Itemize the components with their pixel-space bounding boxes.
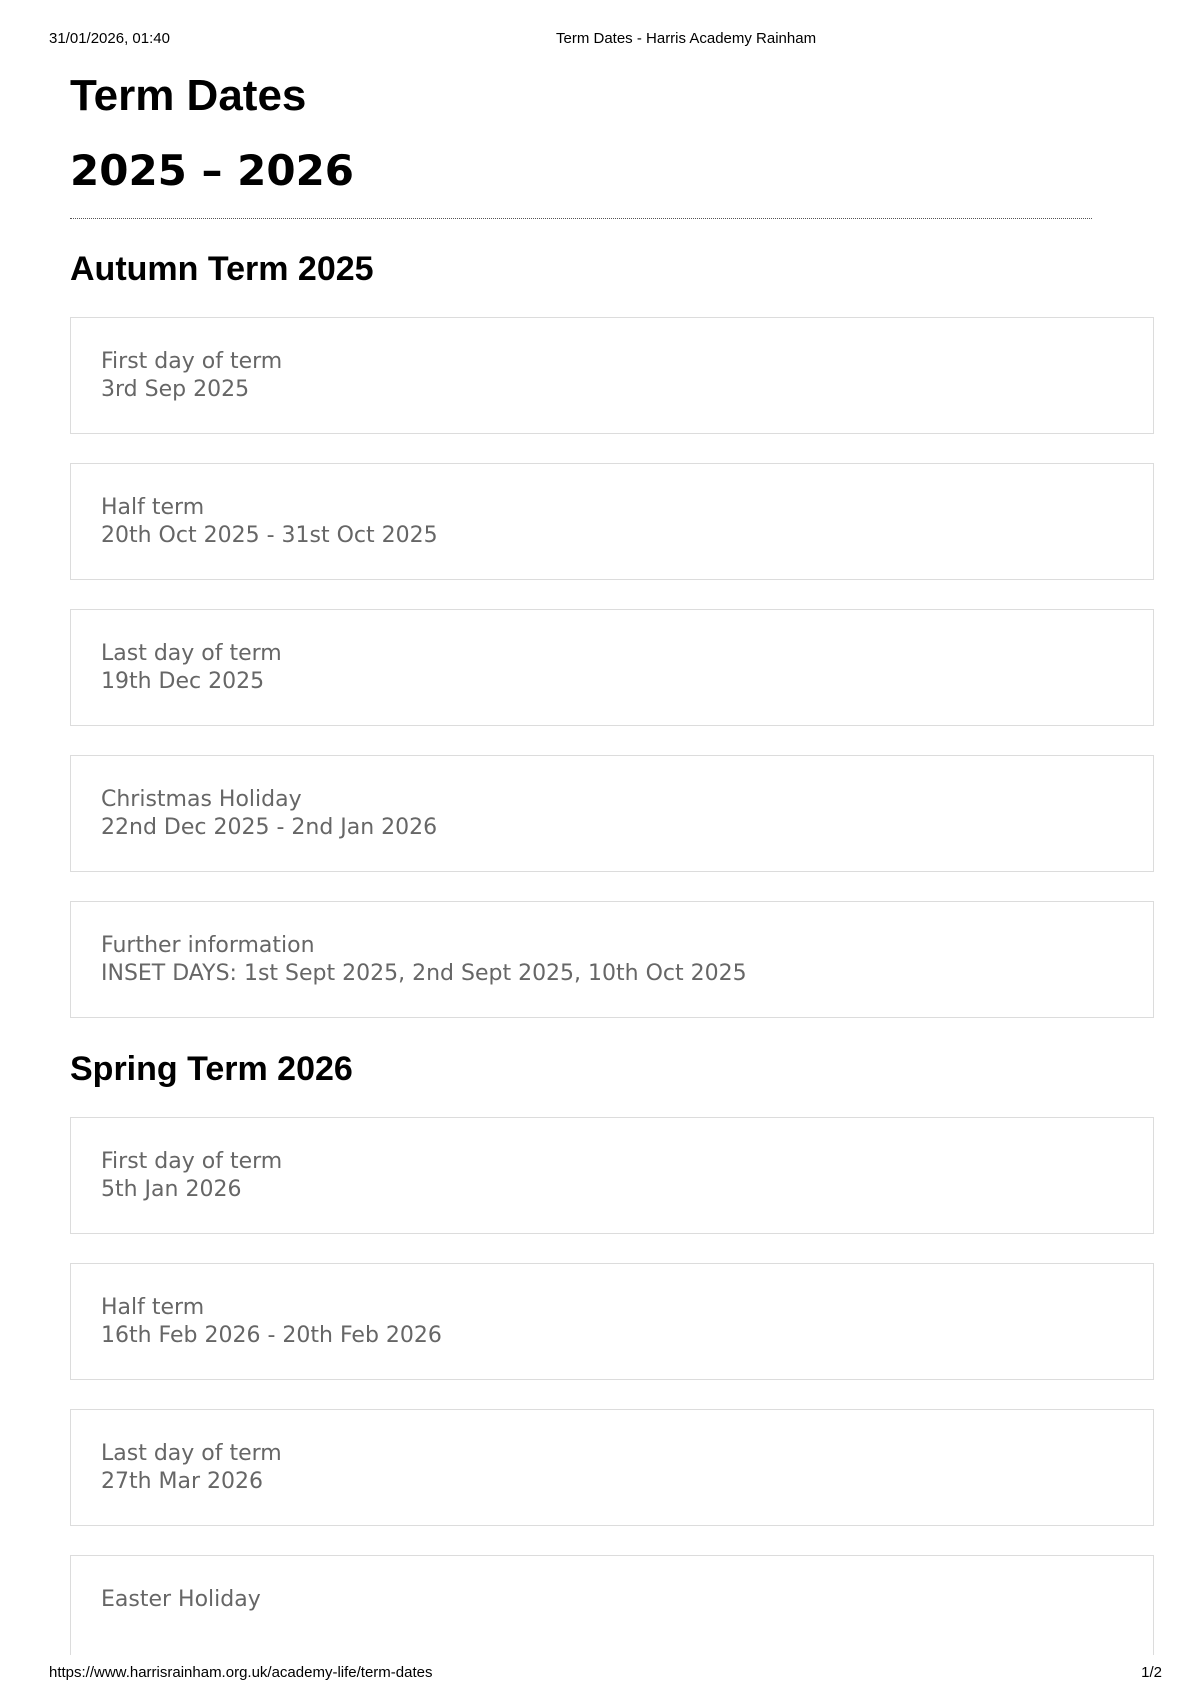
term-date-card: [70, 1555, 1154, 1655]
term-date-card: [70, 901, 1154, 1018]
term-heading: Autumn Term 2025: [70, 250, 374, 288]
term-date-label: Further information: [101, 933, 315, 958]
term-date-label: Christmas Holiday: [101, 787, 302, 812]
term-date-value: INSET DAYS: 1st Sept 2025, 2nd Sept 2025, 10th Oct 2025: [101, 961, 747, 986]
print-header: [49, 30, 1151, 50]
term-date-card: [70, 1117, 1154, 1234]
term-date-list: [70, 1117, 1154, 1655]
print-page-url: https://www.harrisrainham.org.uk/academy-life/term-dates: [49, 1664, 433, 1681]
term-date-label: Half term: [101, 1295, 205, 1320]
term-date-label: First day of term: [101, 1149, 283, 1174]
term-date-label: Half term: [101, 495, 205, 520]
print-timestamp: 31/01/2026, 01:40: [49, 30, 170, 47]
term-date-list: [70, 317, 1154, 1018]
term-date-label: Last day of term: [101, 641, 282, 666]
term-date-card: [70, 463, 1154, 580]
print-footer: [49, 1664, 1162, 1684]
print-document-title: Term Dates - Harris Academy Rainham: [556, 30, 817, 47]
term-section-autumn: [70, 247, 1154, 1018]
term-section-spring: [70, 1047, 1154, 1655]
term-date-card: [70, 317, 1154, 434]
section-divider: [70, 218, 1092, 219]
term-date-value: 16th Feb 2026 - 20th Feb 2026: [101, 1323, 442, 1348]
term-date-card: [70, 609, 1154, 726]
term-date-card: [70, 1263, 1154, 1380]
academic-year-heading: 2025 – 2026: [70, 146, 355, 195]
term-date-value: 19th Dec 2025: [101, 669, 265, 694]
term-date-card: [70, 755, 1154, 872]
term-date-value: 3rd Sep 2025: [101, 377, 250, 402]
main-content: [70, 66, 1154, 1684]
term-heading: Spring Term 2026: [70, 1050, 353, 1088]
term-date-label: Last day of term: [101, 1441, 282, 1466]
term-date-value: 5th Jan 2026: [101, 1177, 242, 1202]
term-date-value: 27th Mar 2026: [101, 1469, 264, 1494]
term-date-label: First day of term: [101, 349, 283, 374]
term-date-value: 22nd Dec 2025 - 2nd Jan 2026: [101, 815, 438, 840]
term-date-label: Easter Holiday: [101, 1587, 261, 1612]
print-page-number: 1/2: [1141, 1664, 1162, 1681]
term-date-card: [70, 1409, 1154, 1526]
term-date-value: 20th Oct 2025 - 31st Oct 2025: [101, 523, 438, 548]
page-title: Term Dates: [70, 71, 307, 120]
